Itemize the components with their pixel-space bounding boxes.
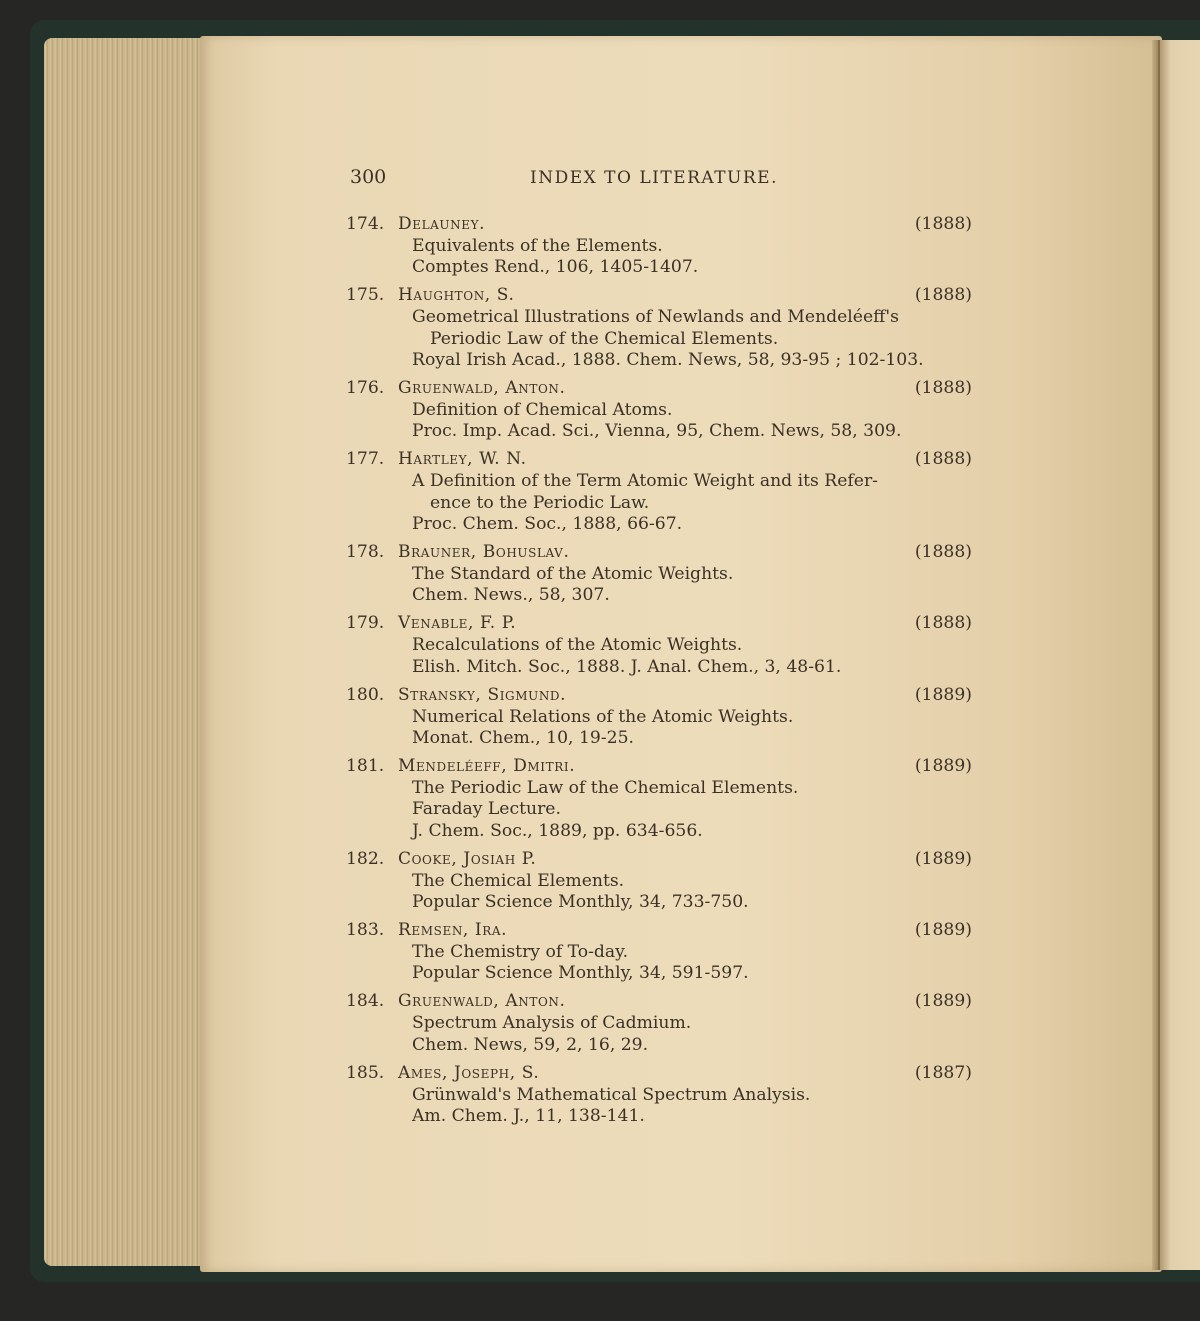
entry-line: Popular Science Monthly, 34, 733-750. (412, 892, 749, 913)
entry-author: Delauney. (398, 214, 486, 234)
entry-heading (346, 847, 986, 871)
entry-author: Haughton, S. (398, 285, 515, 306)
running-head: INDEX TO LITERATURE. (530, 168, 778, 188)
entry-line: A Definition of the Term Atomic Weight and its Refer- (412, 471, 878, 492)
entry-year: (1887) (914, 1062, 972, 1083)
entry-number: 184. (346, 991, 385, 1012)
entry-line: Equivalents of the Elements. (412, 236, 663, 256)
entry-heading (346, 683, 986, 707)
index-entry (346, 283, 986, 371)
entry-author: Gruenwald, Anton. (398, 378, 566, 399)
entry-heading (346, 989, 986, 1013)
entry-author: Cooke, Josiah P. (398, 848, 537, 869)
entry-year: (1888) (914, 613, 972, 634)
facing-page-edge (1158, 40, 1200, 1270)
entry-author: Stransky, Sigmund. (398, 684, 567, 705)
entry-author: Mendeléeff, Dmitri. (398, 756, 576, 776)
index-entry (346, 683, 986, 750)
entry-line: Recalculations of the Atomic Weights. (412, 635, 743, 656)
entry-heading (346, 540, 986, 564)
entry-line: Monat. Chem., 10, 19-25. (412, 728, 634, 749)
entry-line: Numerical Relations of the Atomic Weights. (412, 706, 794, 727)
entry-author: Ames, Joseph, S. (398, 1062, 540, 1083)
entry-heading (346, 447, 986, 471)
entry-number: 178. (346, 542, 385, 563)
entry-year: (1888) (914, 285, 972, 306)
index-entry (346, 540, 986, 607)
entry-line: The Standard of the Atomic Weights. (412, 564, 734, 585)
entry-year: (1888) (914, 378, 972, 399)
entry-heading (346, 611, 986, 635)
entry-year: (1888) (914, 449, 972, 470)
entry-year: (1889) (914, 991, 972, 1012)
entry-heading (346, 1061, 986, 1085)
entry-line: Proc. Chem. Soc., 1888, 66-67. (412, 514, 683, 535)
index-entry (346, 754, 986, 842)
entry-year: (1888) (914, 542, 972, 563)
entry-heading (346, 376, 986, 400)
entry-number: 183. (346, 920, 385, 941)
entry-number: 185. (346, 1062, 385, 1083)
entry-line: The Chemical Elements. (412, 870, 625, 891)
index-entry (346, 1061, 986, 1128)
entry-line: Proc. Imp. Acad. Sci., Vienna, 95, Chem. News, 58, 309. (412, 421, 902, 442)
entry-line: Chem. News, 59, 2, 16, 29. (412, 1034, 649, 1055)
index-entry (346, 376, 986, 443)
entry-line: The Chemistry of To-day. (412, 942, 629, 963)
entry-heading (346, 918, 986, 942)
entry-line: Periodic Law of the Chemical Elements. (430, 328, 779, 349)
page-number: 300 (350, 166, 387, 188)
literature-index (346, 212, 986, 1132)
index-entry (346, 611, 986, 678)
entry-line: Chem. News., 58, 307. (412, 585, 610, 606)
entry-line: Comptes Rend., 106, 1405-1407. (412, 257, 699, 278)
entry-line: Geometrical Illustrations of Newlands and Mendeléeff's (412, 307, 899, 328)
entry-year: (1888) (914, 214, 972, 234)
entry-year: (1889) (914, 920, 972, 941)
index-entry (346, 918, 986, 985)
entry-year: (1889) (914, 684, 972, 705)
index-entry (346, 989, 986, 1056)
entry-line: Royal Irish Acad., 1888. Chem. News, 58, 93-95 ; 102-103. (412, 350, 924, 371)
entry-line: Faraday Lecture. (412, 799, 561, 820)
entry-author: Gruenwald, Anton. (398, 991, 566, 1012)
entry-line: Am. Chem. J., 11, 138-141. (412, 1106, 645, 1127)
page-header (350, 166, 990, 194)
entry-line: The Periodic Law of the Chemical Elements. (412, 778, 799, 798)
entry-number: 182. (346, 848, 385, 869)
entry-year: (1889) (914, 756, 972, 776)
entry-line: Grünwald's Mathematical Spectrum Analysis. (412, 1084, 811, 1105)
entry-number: 180. (346, 684, 385, 705)
entry-author: Remsen, Ira. (398, 920, 508, 941)
page-gutter (1152, 40, 1160, 1270)
entry-line: Definition of Chemical Atoms. (412, 400, 673, 421)
index-entry (346, 847, 986, 914)
entry-author: Hartley, W. N. (398, 449, 527, 470)
page-edges (44, 38, 214, 1266)
entry-author: Brauner, Bohuslav. (398, 542, 570, 563)
entry-line: Spectrum Analysis of Cadmium. (412, 1013, 692, 1034)
entry-year: (1889) (914, 848, 972, 869)
entry-number: 177. (346, 449, 385, 470)
entry-author: Venable, F. P. (398, 613, 517, 634)
entry-line: Elish. Mitch. Soc., 1888. J. Anal. Chem., 3, 48-61. (412, 656, 842, 677)
entry-line: Popular Science Monthly, 34, 591-597. (412, 963, 749, 984)
entry-number: 174. (346, 214, 385, 234)
index-entry (346, 447, 986, 535)
entry-line: ence to the Periodic Law. (430, 492, 650, 513)
entry-number: 176. (346, 378, 385, 399)
entry-line: J. Chem. Soc., 1889, pp. 634-656. (412, 820, 703, 841)
entry-heading (346, 283, 986, 307)
entry-heading (346, 212, 986, 236)
entry-number: 179. (346, 613, 385, 634)
entry-heading (346, 754, 986, 778)
index-entry (346, 212, 986, 279)
entry-number: 181. (346, 756, 385, 776)
entry-number: 175. (346, 285, 385, 306)
